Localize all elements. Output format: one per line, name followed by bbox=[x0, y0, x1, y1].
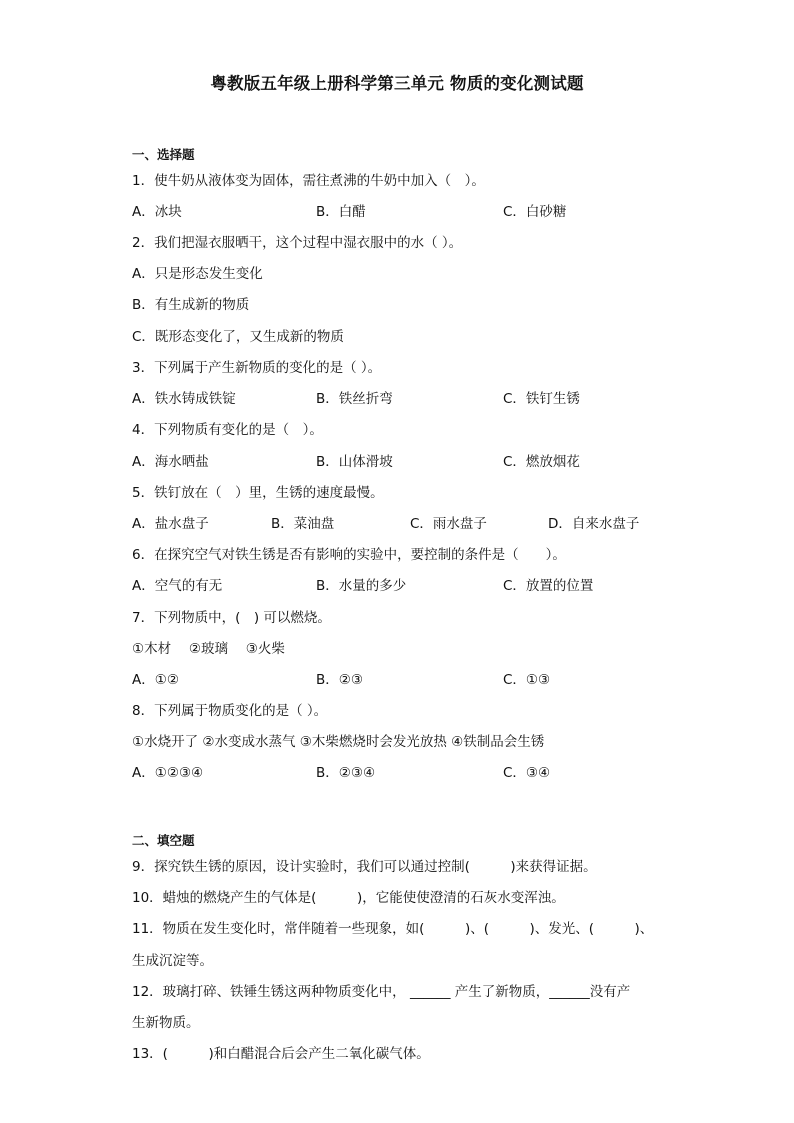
page-title: 粤教版五年级上册科学第三单元 物质的变化测试题 bbox=[210, 74, 584, 93]
q6-option-c: C．放置的位置 bbox=[503, 578, 594, 594]
question-6: 6．在探究空气对铁生锈是否有影响的实验中，要控制的条件是（ ）。 bbox=[132, 547, 566, 563]
question-1: 1．使牛奶从液体变为固体，需往煮沸的牛奶中加入（ ）。 bbox=[132, 173, 485, 189]
question-4: 4．下列物质有变化的是（ ）。 bbox=[132, 422, 323, 438]
section-fill-heading: 二、填空题 bbox=[132, 833, 195, 848]
question-5: 5．铁钉放在（ ）里，生锈的速度最慢。 bbox=[132, 485, 384, 501]
q5-option-a: A．盐水盘子 bbox=[132, 516, 209, 532]
section-choice-heading: 一、选择题 bbox=[132, 147, 195, 162]
question-10: 10．蜡烛的燃烧产生的气体是( )，它能使使澄清的石灰水变浑浊。 bbox=[132, 890, 565, 906]
q1-option-a: A．冰块 bbox=[132, 204, 182, 220]
q8-option-a: A．①②③④ bbox=[132, 765, 204, 781]
q2-option-b: B．有生成新的物质 bbox=[132, 297, 250, 313]
q2-option-c: C．既形态变化了，又生成新的物质 bbox=[132, 329, 344, 345]
q3-option-a: A．铁水铸成铁锭 bbox=[132, 391, 236, 407]
q7-items: ①木材 ②玻璃 ③火柴 bbox=[132, 641, 285, 657]
q1-option-c: C．白砂糖 bbox=[503, 204, 567, 220]
question-2: 2．我们把湿衣服晒干，这个过程中湿衣服中的水（ ）。 bbox=[132, 235, 463, 251]
q4-option-b: B．山体滑坡 bbox=[316, 454, 393, 470]
q4-option-a: A．海水晒盐 bbox=[132, 454, 209, 470]
q7-option-b: B．②③ bbox=[316, 672, 363, 688]
q3-option-b: B．铁丝折弯 bbox=[316, 391, 393, 407]
q3-option-c: C．铁钉生锈 bbox=[503, 391, 580, 407]
q8-items: ①水烧开了 ②水变成水蒸气 ③木柴燃烧时会发光放热 ④铁制品会生锈 bbox=[132, 734, 545, 750]
question-11-line1: 11．物质在发生变化时，常伴随着一些现象，如( )、( )、发光、( )、 bbox=[132, 921, 654, 937]
question-11-line2: 生成沉淀等。 bbox=[132, 953, 213, 969]
question-13: 13．( )和白醋混合后会产生二氧化碳气体。 bbox=[132, 1046, 430, 1062]
q7-option-a: A．①② bbox=[132, 672, 179, 688]
question-3: 3．下列属于产生新物质的变化的是（ ）。 bbox=[132, 360, 382, 376]
q8-option-c: C．③④ bbox=[503, 765, 551, 781]
q5-option-d: D．自来水盘子 bbox=[548, 516, 640, 532]
question-9: 9．探究铁生锈的原因，设计实验时，我们可以通过控制( )来获得证据。 bbox=[132, 859, 597, 875]
question-8: 8．下列属于物质变化的是（ ）。 bbox=[132, 703, 328, 719]
q5-option-c: C．雨水盘子 bbox=[410, 516, 487, 532]
q6-option-b: B．水量的多少 bbox=[316, 578, 407, 594]
q1-option-b: B．白醋 bbox=[316, 204, 366, 220]
q8-option-b: B．②③④ bbox=[316, 765, 376, 781]
question-12-line2: 生新物质。 bbox=[132, 1015, 200, 1031]
q5-option-b: B．菜油盘 bbox=[271, 516, 335, 532]
question-12-line1: 12．玻璃打碎、铁锤生锈这两种物质变化中， ______ 产生了新物质，______没有产 bbox=[132, 984, 631, 1000]
q7-option-c: C．①③ bbox=[503, 672, 551, 688]
q6-option-a: A．空气的有无 bbox=[132, 578, 223, 594]
q4-option-c: C．燃放烟花 bbox=[503, 454, 580, 470]
q2-option-a: A．只是形态发生变化 bbox=[132, 266, 263, 282]
question-7: 7．下列物质中，( ) 可以燃烧。 bbox=[132, 610, 331, 626]
